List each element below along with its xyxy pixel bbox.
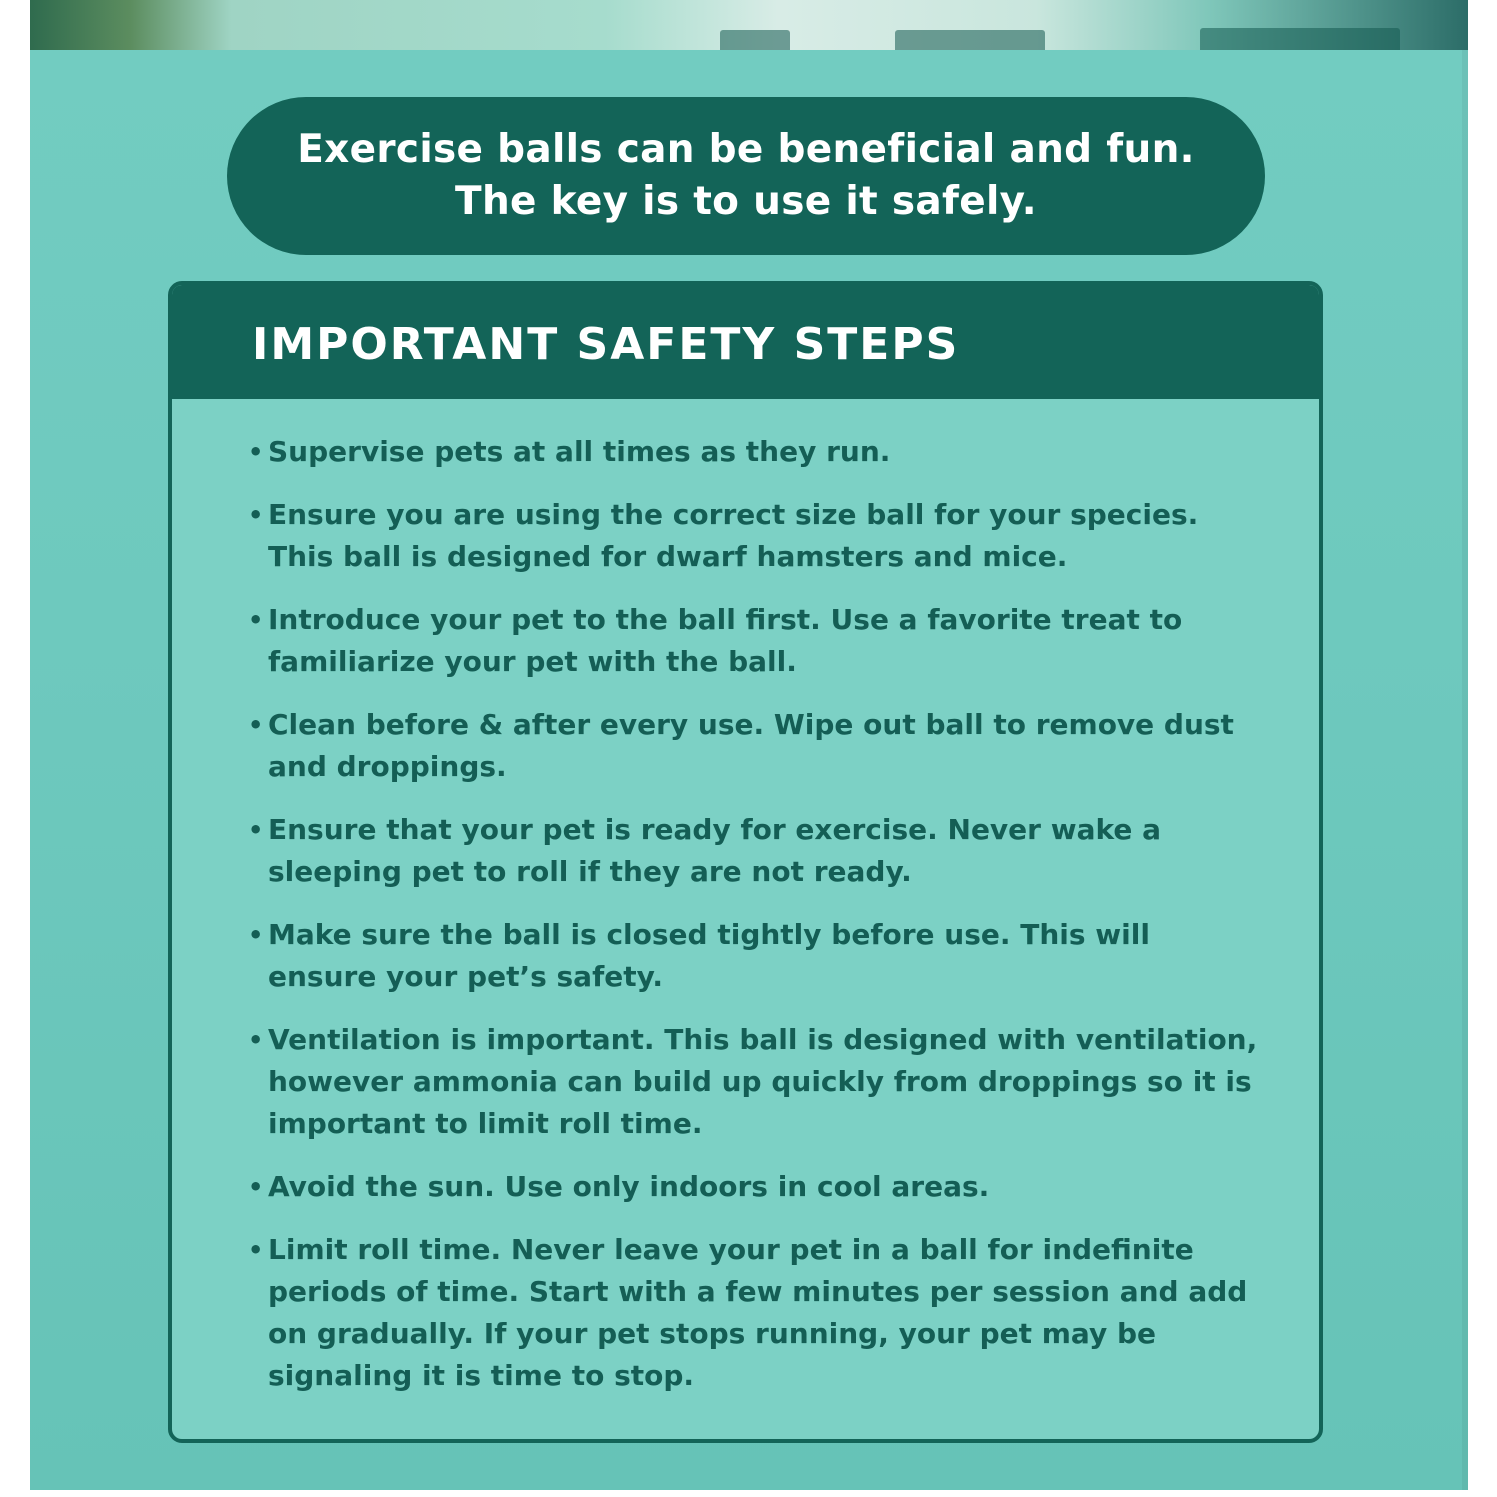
bullet-icon: • — [248, 606, 264, 634]
box-lid-edge — [30, 0, 1468, 56]
bullet-icon: • — [248, 816, 264, 844]
bullet-icon: • — [248, 1026, 264, 1054]
safety-steps-list — [248, 431, 1258, 1418]
safety-step-item — [248, 704, 1258, 788]
safety-panel-title: IMPORTANT SAFETY STEPS — [252, 319, 960, 370]
safety-panel-header — [172, 285, 1319, 399]
safety-step-item — [248, 431, 1258, 473]
safety-step-text: Introduce your pet to the ball first. Use a favorite treat to familiarize your pet with the ball. — [268, 603, 1183, 678]
bullet-icon: • — [248, 1236, 264, 1264]
safety-steps-panel — [168, 281, 1323, 1443]
safety-step-text: Supervise pets at all times as they run. — [268, 435, 891, 468]
safety-step-item — [248, 494, 1258, 578]
bullet-icon: • — [248, 438, 264, 466]
safety-step-item — [248, 1166, 1258, 1208]
bullet-icon: • — [248, 921, 264, 949]
headline-line-2: The key is to use it safely. — [455, 179, 1037, 224]
headline-banner — [227, 97, 1265, 255]
safety-step-item — [248, 599, 1258, 683]
bullet-icon: • — [248, 1173, 264, 1201]
safety-step-text: Limit roll time. Never leave your pet in a ball for indefinite periods of time. Start with a few minutes per session and add on gradually. If your pet stops running, your pet may be signaling it is time to stop. — [268, 1233, 1248, 1392]
safety-step-item — [248, 914, 1258, 998]
safety-step-text: Clean before & after every use. Wipe out ball to remove dust and droppings. — [268, 708, 1234, 783]
bullet-icon: • — [248, 711, 264, 739]
safety-step-text: Ventilation is important. This ball is designed with ventilation, however ammonia can build up quickly from droppings so it is important to limit roll time. — [268, 1023, 1258, 1140]
bullet-icon: • — [248, 501, 264, 529]
safety-step-text: Make sure the ball is closed tightly before use. This will ensure your pet’s safety. — [268, 918, 1150, 993]
safety-step-text: Avoid the sun. Use only indoors in cool areas. — [268, 1170, 990, 1203]
safety-step-item — [248, 809, 1258, 893]
headline-line-1: Exercise balls can be beneficial and fun. — [297, 127, 1195, 172]
safety-step-text: Ensure that your pet is ready for exercise. Never wake a sleeping pet to roll if they are not ready. — [268, 813, 1161, 888]
safety-step-text: Ensure you are using the correct size ball for your species. This ball is designed for dwarf hamsters and mice. — [268, 498, 1199, 573]
safety-step-item — [248, 1229, 1258, 1397]
safety-step-item — [248, 1019, 1258, 1145]
